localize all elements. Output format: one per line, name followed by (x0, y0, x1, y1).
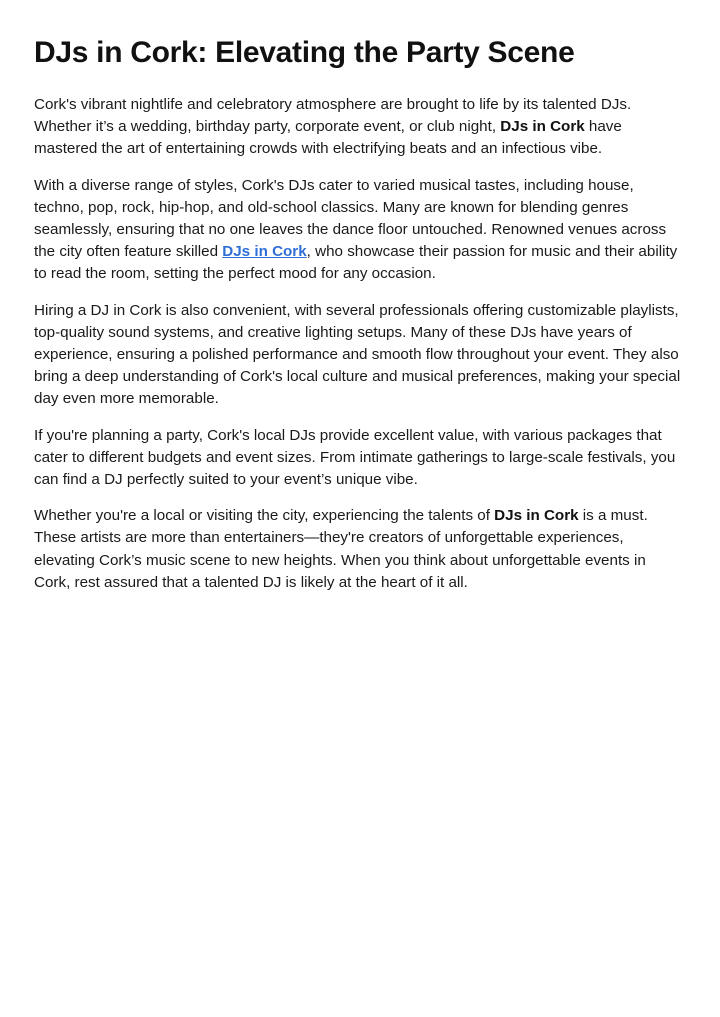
paragraph-intro (34, 94, 686, 161)
paragraph-conclusion-text-start: Whether you're a local or visiting the city, experiencing the talents of (34, 507, 495, 525)
keyword-djs-in-cork-closing: DJs in Cork (494, 507, 579, 525)
page-title: DJs in Cork: Elevating the Party Scene (34, 36, 575, 69)
paragraph-conclusion (34, 505, 686, 594)
paragraph-intro-text-start: Cork's vibrant nightlife and celebratory atmosphere are brought to life by its talented DJs. Whether it’s a wedding, birthday party, corporate event, or club night, (34, 96, 632, 136)
paragraph-styles (34, 175, 686, 286)
paragraph-intro-text-end: have mastered the art of entertaining crowds with electrifying beats and an infectious vibe. (34, 118, 622, 158)
paragraph-styles-text-start: With a diverse range of styles, Cork's DJs cater to varied musical tastes, including house, techno, pop, rock, hip-hop, and old-school classics. Many are known for blending genres seamlessly, ensuring that no one leaves the dance floor untouched. Renowned venues across the city often feature skilled (34, 176, 667, 261)
djs-in-cork-link[interactable]: DJs in Cork (222, 243, 307, 261)
paragraph-styles-text-end: , who showcase their passion for music and their ability to read the room, setting the perfect mood for any occasion. (34, 243, 678, 283)
paragraph-hiring: Hiring a DJ in Cork is also convenient, with several professionals offering customizable playlists, top-quality sound systems, and creative lighting setups. Many of these DJs have years of experience, ensuring a polished performance and smooth flow throughout your event. They also bring a deep understanding of Cork's local culture and musical preferences, making your special day even more memorable. (34, 301, 681, 408)
paragraph-value: If you're planning a party, Cork's local DJs provide excellent value, with various packages that cater to different budgets and event sizes. From intimate gatherings to large-scale festivals, you can find a DJ perfectly suited to your event’s unique vibe. (34, 426, 676, 489)
keyword-djs-in-cork: DJs in Cork (500, 118, 585, 136)
paragraph-conclusion-text-end: is a must. These artists are more than entertainers—they're creators of unforgettable experiences, elevating Cork’s music scene to new heights. When you think about unforgettable events in Cork, rest assured that a talented DJ is likely at the heart of it all. (34, 507, 648, 591)
